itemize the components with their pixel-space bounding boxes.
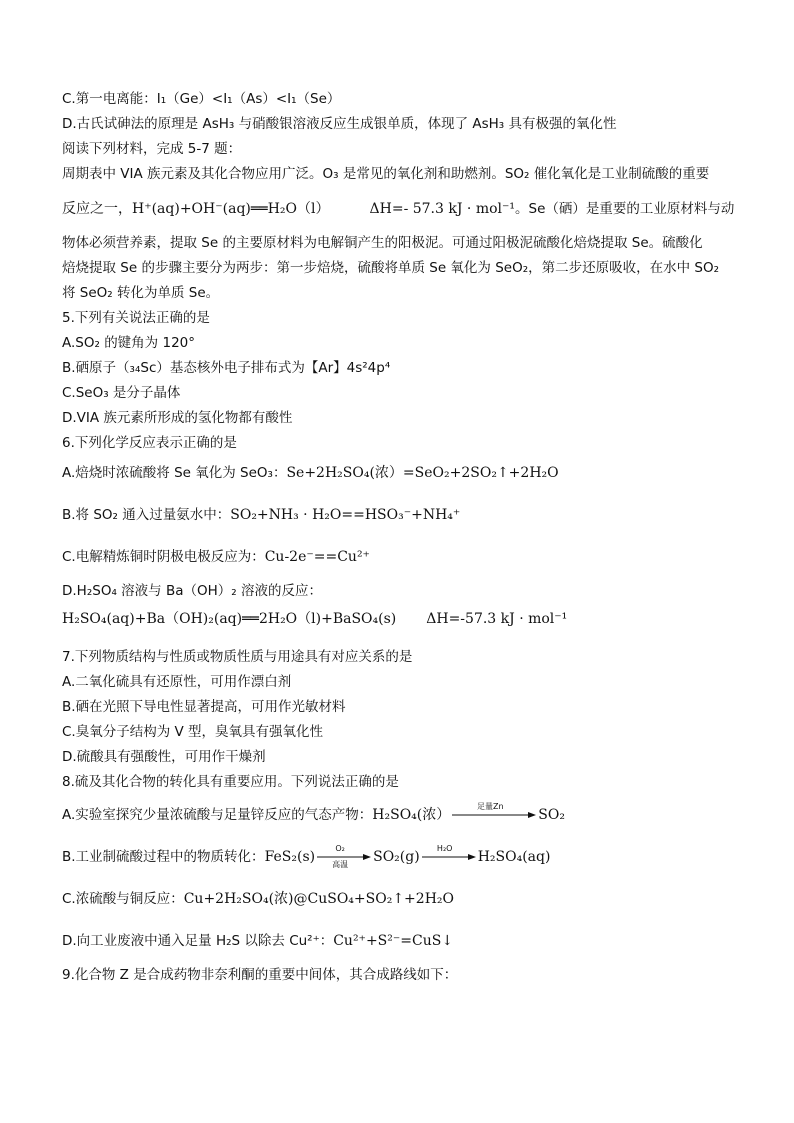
q6-option-d-equation-line (62, 610, 567, 628)
q5-option-a: A.SO₂ 的键角为 120° (62, 335, 195, 351)
q6-option-b-label: B.将 SO₂ 通入过量氨水中： (62, 507, 231, 523)
material-paragraph-line-1: 周期表中 VIA 族元素及其化合物应用广泛。O₃ 是常见的氧化剂和助燃剂。SO₂ 催化氧化是工业制硫酸的重要 (62, 166, 710, 182)
q6-option-d-enthalpy: ΔH=-57.3 kJ · mol⁻¹ (426, 611, 568, 627)
q8-option-c-label: C.浓硫酸与铜反应： (62, 891, 184, 907)
q8-option-b-product: H₂SO₄(aq) (477, 849, 551, 865)
q8-option-b-reactant: FeS₂(s) (264, 849, 316, 865)
selenium-intro: 。Se（硒）是重要的工业原材料与动 (515, 201, 735, 217)
q7-option-c: C.臭氧分子结构为 V 型，臭氧具有强氧化性 (62, 724, 324, 740)
q8-option-a (62, 802, 565, 824)
question-5-stem: 5.下列有关说法正确的是 (62, 310, 210, 326)
q6-option-b-equation: SO₂+NH₃ · H₂O==HSO₃⁻+NH₄⁺ (230, 507, 461, 523)
q8-option-a-reactant: H₂SO₄(浓） (372, 807, 451, 823)
q5-option-c: C.SeO₃ 是分子晶体 (62, 385, 181, 401)
q6-option-a-equation: Se+2H₂SO₄(浓）=SeO₂+2SO₂↑+2H₂O (286, 465, 559, 481)
q8-option-b (62, 844, 551, 869)
option-d-gutzeit-test: D.古氏试砷法的原理是 AsH₃ 与硝酸银溶液反应生成银单质，体现了 AsH₃ 具有极强的氧化性 (62, 116, 617, 132)
q8-option-d-label: D.向工业废液中通入足量 H₂S 以除去 Cu²⁺： (62, 933, 334, 949)
enthalpy-value: ΔH=- 57.3 kJ · mol⁻¹ (369, 201, 515, 217)
q8-option-b-label: B.工业制硫酸过程中的物质转化： (62, 849, 265, 865)
q8-option-d-equation: Cu²⁺+S²⁻=CuS↓ (333, 933, 454, 949)
q8-option-d (62, 932, 453, 950)
q6-option-c-equation: Cu-2e⁻==Cu²⁺ (264, 549, 370, 565)
q5-option-b: B.硒原子（₃₄Sc）基态核外电子排布式为【Ar】4s²4p⁴ (62, 360, 391, 376)
q6-option-b (62, 506, 460, 524)
q6-option-c-label: C.电解精炼铜时阴极电极反应为： (62, 549, 265, 565)
question-8-stem: 8.硫及其化合物的转化具有重要应用。下列说法正确的是 (62, 774, 399, 790)
q6-option-a-label: A.焙烧时浓硫酸将 Se 氧化为 SeO₃： (62, 465, 287, 481)
material-paragraph-line-5: 将 SeO₂ 转化为单质 Se。 (62, 285, 220, 301)
q8-option-c-equation: Cu+2H₂SO₄(浓)@CuSO₄+SO₂↑+2H₂O (183, 891, 454, 907)
arrow-icon (452, 811, 536, 819)
reaction-arrow (452, 802, 536, 819)
question-7-stem: 7.下列物质结构与性质或物质性质与用途具有对应关系的是 (62, 649, 413, 665)
q6-option-c (62, 548, 370, 566)
q7-option-a: A.二氧化硫具有还原性，可用作漂白剂 (62, 674, 292, 690)
material-paragraph-line-4: 焙烧提取 Se 的步骤主要分为两步：第一步焙烧，硫酸将单质 Se 氧化为 SeO₂，第二步还原吸收，在水中 SO₂ (62, 260, 720, 276)
question-9-stem: 9.化合物 Z 是合成药物非奈利酮的重要中间体，其合成路线如下： (62, 967, 458, 983)
q6-option-d-equation: H₂SO₄(aq)+Ba（OH)₂(aq)══2H₂O（l)+BaSO₄(s) (62, 611, 397, 627)
q6-option-d: D.H₂SO₄ 溶液与 Ba（OH）₂ 溶液的反应： (62, 583, 322, 599)
reaction-arrow (317, 844, 371, 869)
option-c-ionization-energy: C.第一电离能：I₁（Ge）<I₁（As）<I₁（Se） (62, 91, 341, 107)
q8-option-a-label: A.实验室探究少量浓硫酸与足量锌反应的气态产物： (62, 807, 373, 823)
q7-option-d: D.硫酸具有强酸性，可用作干燥剂 (62, 749, 266, 765)
material-paragraph-line-2 (62, 200, 734, 218)
q8-option-a-product: SO₂ (538, 807, 565, 823)
q8-option-b-intermediate: SO₂(g) (373, 849, 420, 865)
arrow-condition-bottom: 高温 (332, 860, 349, 869)
question-6-stem: 6.下列化学反应表示正确的是 (62, 435, 237, 451)
q7-option-b: B.硒在光照下导电性显著提高，可用作光敏材料 (62, 699, 346, 715)
q8-option-c (62, 890, 454, 908)
q5-option-d: D.VIA 族元素所形成的氢化物都有酸性 (62, 410, 293, 426)
arrow-condition-top: O₂ (335, 844, 345, 853)
arrow-icon (422, 853, 476, 861)
arrow-condition-top: 足量Zn (476, 802, 504, 811)
q6-option-a (62, 464, 559, 482)
reaction-arrow (422, 844, 476, 861)
arrow-condition-top: H₂O (436, 844, 453, 853)
neutralization-equation: 反应之一，H⁺(aq)+OH⁻(aq)══H₂O（l） (62, 201, 330, 217)
material-paragraph-line-3: 物体必须营养素，提取 Se 的主要原材料为电解铜产生的阳极泥。可通过阳极泥硫酸化焙烧提取 Se。硫酸化 (62, 235, 703, 251)
reading-instruction: 阅读下列材料，完成 5-7 题： (62, 141, 242, 157)
